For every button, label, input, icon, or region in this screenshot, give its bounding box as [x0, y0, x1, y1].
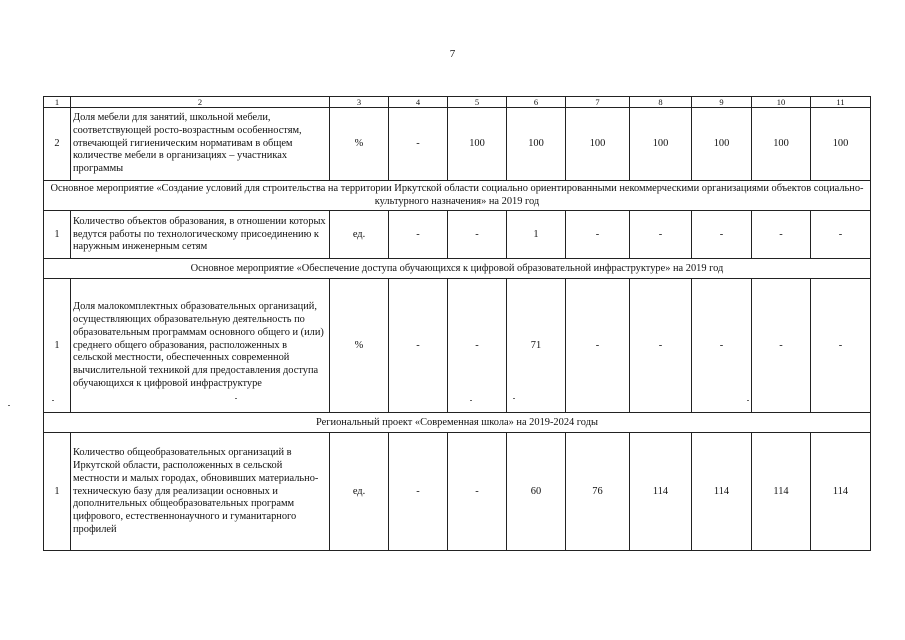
column-number: 9 — [692, 97, 752, 108]
value-cell: 100 — [692, 108, 752, 181]
table-row — [44, 108, 871, 181]
section-heading: Основное мероприятие «Создание условий для строительства на территории Иркутской области социально ориентированными некоммерческими организациями объектов социально-культурного назначения» на 2019 год — [44, 181, 871, 211]
value-cell: - — [630, 279, 692, 413]
column-number: 11 — [811, 97, 871, 108]
unit-cell: ед. — [330, 433, 389, 551]
scan-speck — [747, 400, 749, 401]
value-cell: 76 — [566, 433, 630, 551]
value-cell: - — [630, 211, 692, 259]
table-row — [44, 279, 871, 413]
value-cell: - — [389, 108, 448, 181]
column-number: 6 — [507, 97, 566, 108]
indicator-name: Доля малокомплектных образовательных организаций, осуществляющих образовательную деятельность по образовательным программам основного общего и (или) среднего общего образования, расположенных в сельской местности, обеспеченных современной вычислительной техникой для предоставления доступа обучающихся к цифровой инфраструктуре — [71, 279, 330, 413]
indicator-name: Доля мебели для занятий, школьной мебели, соответствующей росто-возрастным особенностям, отвечающей гигиеническим нормативам в общем количестве мебели в организациях – участниках программы — [71, 108, 330, 181]
value-cell: 100 — [752, 108, 811, 181]
row-number: 1 — [44, 433, 71, 551]
unit-cell: ед. — [330, 211, 389, 259]
row-number: 1 — [44, 279, 71, 413]
column-number: 3 — [330, 97, 389, 108]
section-heading: Основное мероприятие «Обеспечение доступа обучающихся к цифровой образовательной инфраструктуре» на 2019 год — [44, 259, 871, 279]
value-cell: - — [752, 279, 811, 413]
value-cell: - — [448, 279, 507, 413]
row-number: 1 — [44, 211, 71, 259]
value-cell: - — [566, 211, 630, 259]
value-cell: 100 — [630, 108, 692, 181]
value-cell: 100 — [811, 108, 871, 181]
scan-speck — [470, 400, 472, 401]
value-cell: - — [448, 211, 507, 259]
value-cell: - — [811, 211, 871, 259]
section-heading: Региональный проект «Современная школа» на 2019-2024 годы — [44, 413, 871, 433]
value-cell: - — [752, 211, 811, 259]
value-cell: 100 — [566, 108, 630, 181]
row-number: 2 — [44, 108, 71, 181]
value-cell: - — [389, 211, 448, 259]
unit-cell: % — [330, 108, 389, 181]
section-row — [44, 181, 871, 211]
value-cell: 114 — [630, 433, 692, 551]
value-cell: 114 — [752, 433, 811, 551]
value-cell: 100 — [507, 108, 566, 181]
value-cell: - — [692, 211, 752, 259]
column-number: 8 — [630, 97, 692, 108]
scan-speck — [235, 398, 237, 399]
column-number-row — [44, 97, 871, 108]
column-number: 2 — [71, 97, 330, 108]
value-cell: - — [448, 433, 507, 551]
value-cell: 100 — [448, 108, 507, 181]
column-number: 1 — [44, 97, 71, 108]
value-cell: - — [389, 279, 448, 413]
value-cell: - — [389, 433, 448, 551]
scan-speck — [52, 400, 54, 401]
value-cell: 114 — [811, 433, 871, 551]
column-number: 5 — [448, 97, 507, 108]
value-cell: 114 — [692, 433, 752, 551]
indicator-name: Количество общеобразовательных организаций в Иркутской области, расположенных в сельской местности и малых городах, обновивших материально-техническую базу для реализации основных и дополнительных общеобразовательных программ цифрового, естественнонаучного и гуманитарного профилей — [71, 433, 330, 551]
indicators-table — [43, 96, 871, 551]
column-number: 4 — [389, 97, 448, 108]
value-cell: 1 — [507, 211, 566, 259]
value-cell: 71 — [507, 279, 566, 413]
table-row — [44, 211, 871, 259]
table-row — [44, 433, 871, 551]
scan-speck — [8, 405, 10, 406]
indicator-name: Количество объектов образования, в отношении которых ведутся работы по технологическому присоединению к наружным инженерным сетям — [71, 211, 330, 259]
value-cell: - — [566, 279, 630, 413]
section-row — [44, 259, 871, 279]
value-cell: 60 — [507, 433, 566, 551]
unit-cell: % — [330, 279, 389, 413]
scan-speck — [513, 398, 515, 399]
page-number: 7 — [449, 48, 456, 60]
column-number: 10 — [752, 97, 811, 108]
value-cell: - — [811, 279, 871, 413]
column-number: 7 — [566, 97, 630, 108]
section-row — [44, 413, 871, 433]
value-cell: - — [692, 279, 752, 413]
